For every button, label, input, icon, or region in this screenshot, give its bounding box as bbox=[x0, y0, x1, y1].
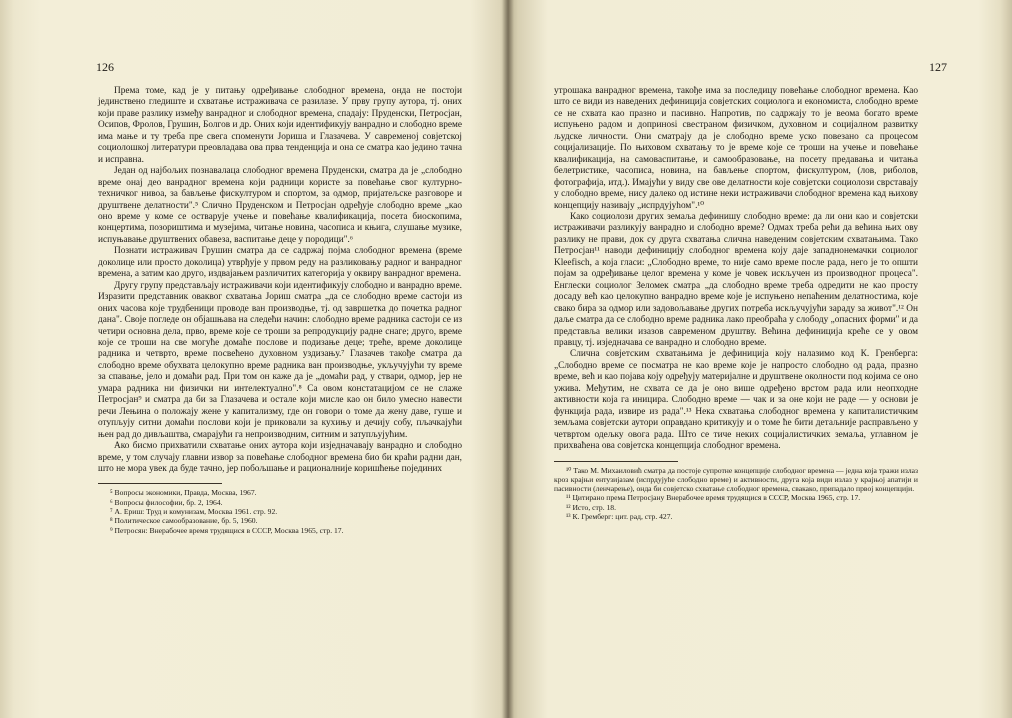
paragraph: Како социолози других земаља дефинишу слободно време: да ли они као и совјетски истраживачи разликују ванрадно и слободно време? Одмах треба рећи да већина њих ову разлику не прави, док су друга схватања слична наведеним совјетским схватањима. Тако Петросјан¹¹ наводи дефиницију слободног времена коју даје западнонемачки социолог Kleefisch, а која гласи: „Слободно време, то није само време после рада, него је то општи појам за одређивање целог времена у коме је човек искључен из производног процеса". Енглески социолог Зеломек сматра „да слободно време треба одредити не као просту досаду већ као целокупно ванрадно време које је испуњено непаћеним делатностима, које свако бира за одмор или задовољавање других потреба искључујући зараду за живот".¹² Он даље сматра да се слободно време радника лако преобраћа у слободу „опасних форми" и да представља велики изазов савременом друштву. Већина дефиниција креће се у овом правцу, тј. изједначава се ванрадно и слободно време. bbox=[554, 211, 918, 348]
footnote: ¹² Исто, стр. 18. bbox=[566, 502, 616, 512]
paragraph: Према томе, кад је у питању одређивање слободног времена, онда не постоји јединствено гледиште и схватање истраживача се разилазе. У прву групу аутора, тј. оних који праве разлику између ванрадног и слободног времена, спадају: Пруденски, Петросјан, Осипов, Фролов, Грушин, Болгов и др. Оних који идентификују ванрадно и слободно време има мање и ту треба пре свега споменути Јориша и Глазачева. У савременој совјетској социолошкој литератури преовладава ова прва тенденција и она се сматра као једино тачна и исправна. bbox=[98, 86, 462, 165]
footnote: ⁶ Вопросы философии, бр. 2, 1964. bbox=[110, 497, 223, 507]
footnote: ⁵ Вопросы экономики, Правда, Москва, 1967. bbox=[110, 488, 257, 498]
right-footnotes bbox=[554, 466, 918, 522]
footnote-rule bbox=[554, 461, 678, 462]
paragraph: утрошака ванрадног времена, такође има за последицу повећање слободног времена. Као што се види из наведених дефиниција совјетских социолога и економиста, слободно време се не схвата као празно и пасивно. Напротив, по садржају то је веома богато време испуњено радом и допринosi свестраном физичком, духовном и социјалном развитку људске личности. Они сматрају да је слободно време уско повезано са процесом социјализације. По њиховом схватању то је време које се троши на учење и повећање квалификација, на самовaспитање, и самообразовање, на посету предавања и читања белетристике, часописа, новина, на бављење спортом, фискултуром, (лов, риболов, фотографија, итд.). Имајући у виду све ове делатности које совјетски социолози сврставају у слободно време, нису далеко од истине неки истраживачи слободног времена кад њихову концепцију називају „испрдуjуhом".¹⁰ bbox=[554, 86, 918, 211]
footnote: ⁸ Политическое самообразование, бр. 5, 1960. bbox=[110, 516, 258, 526]
paragraph: Један од најбољих познавалаца слободног времена Пруденски, сматра да је „слободно време онај део ванрадног времена који радници користе за повећање свог културно-техничког нивоа, за бављење фискултуром и спортом, за одмор, пријатељске разговоре и друштвене делатности".⁵ Слично Пруденском и Петросјан одређује слободно време „као оно време у коме се остварује учење и повећање квалификација, посета биоскопима, концертима, позориштима и музејима, читање новина, часописа и књига, слушање музике, испуњавање друштвених обавеза, васпитање деце у породици".⁶ bbox=[98, 166, 462, 245]
page-number: 127 bbox=[929, 60, 947, 74]
paragraph: Другу групу представљају истраживачи који идентификују слободно и ванрадно време. Изразити представник оваквог схватања Јориш сматра „да се слободно време састоји из оних часова које трудбеници проводе ван производње, тј. од завршетка до почетка радног дана". Своје погледе он објашњава на следећи начин: слободно време радника састоји се из четири основна дела, прво, време које се троши за репродукцију радне снаге; друго, време које се троши на све могуће домаће послове и подизање деце; треће, време доколице радника и четврто, време посвећено духовном уздизању.⁷ Глазачев такође сматра да слободно време обухвата целокупно време радника ван производње, укључујући ту време за спавање, јело и домаћи рад. При том он каже да је „домаћи рад, у ствари, одмор, јер не умара радника ни физички ни интелектуално".⁸ Са овом констатацијом се не слаже Петросјан⁹ и сматра да би за Глазачева и остале који мисле као он било умесно навести речи Лењина о положају жене у капитализму, где он говори о томе да жену даве, гуше и отупљују ситни домаћи послови који је приковали за кухињу и дечију собу, пљачкајући њен рад до дивљаштва, смарајући га непроизводним, ситним и затупљујућим. bbox=[98, 280, 462, 440]
footnote: ⁹ Петросян: Внерабочее время трудящися в СССР, Москва 1965, стр. 17. bbox=[110, 525, 344, 535]
footnote: ¹¹ Цитирано према Петросјану Внерабочее время трудящися в СССР, Москва 1965, стр. 17. bbox=[566, 493, 861, 503]
paragraph: Слична совјетским схватањима је дефиниција коју налазимо код К. Гренберга: „Слободно време се посматра не као време које је напросто слободно од рада, празно време, већ и као појава коју одређују материјалне и друштвене околности под којима се оно ужива. Међутим, не схвата се да је оно више одређено врстом рада или неопходне активности која га иницира. Слободно време — чак и за оне који не раде — у основи је функција рада, извире из рада".¹³ Нека схватања слободног времена у капиталистичким земљама совјетски аутори оправдано критикују и о томе ће бити детаљније расправљено у четвртом одељку овога рада. Што се тиче неких социјалистичких земаља, углавном је прихваћена ова совјетска концепција слободног времена. bbox=[554, 349, 918, 452]
page-number: 126 bbox=[96, 60, 114, 74]
book-spine-shadow bbox=[502, 0, 514, 718]
footnote-rule bbox=[98, 483, 222, 484]
paragraph: Познати истраживач Грушин сматра да се садржај појма слободног времена (време доколице или просто доколица) утврђује у првом реду на разликовању радног и ванрадног времена, а затим као друго, издвајањем различитих категорија у оквиру ванрадног времена. bbox=[98, 246, 462, 280]
left-body bbox=[98, 86, 462, 475]
footnote: ¹⁰ Тако М. Михаиловић сматра да постоје супротне концепције слободног времена — једна која тражи излаз кроз крајњи ентузијазам (испрдуjуhе слободно време) и активности, друга која види излаз у крајњој апатији и пасивности (ленчарење), онда би совјетско схватање слободног времена, свакако, припадало првој концепцији. bbox=[554, 465, 918, 494]
right-text-block bbox=[554, 86, 918, 521]
footnote: ⁷ А. Ериш: Труд и комунизам, Москва 1961. стр. 92. bbox=[110, 507, 278, 516]
left-text-block bbox=[98, 86, 462, 535]
footnote: ¹³ К. Гремберг: цит. рад, стр. 427. bbox=[566, 511, 673, 521]
paragraph: Ако бисмо прихватили схватање оних аутора који изједначавају ванрадно и слободно време, у том случају главни извор за повећање слободног времена био би краћи радни дан, што не мора увек да буде тачно, јер побољшање и рационалније коришћење појединих bbox=[98, 441, 462, 474]
right-body bbox=[554, 86, 918, 453]
left-footnotes bbox=[98, 488, 462, 534]
right-page bbox=[508, 0, 1012, 718]
